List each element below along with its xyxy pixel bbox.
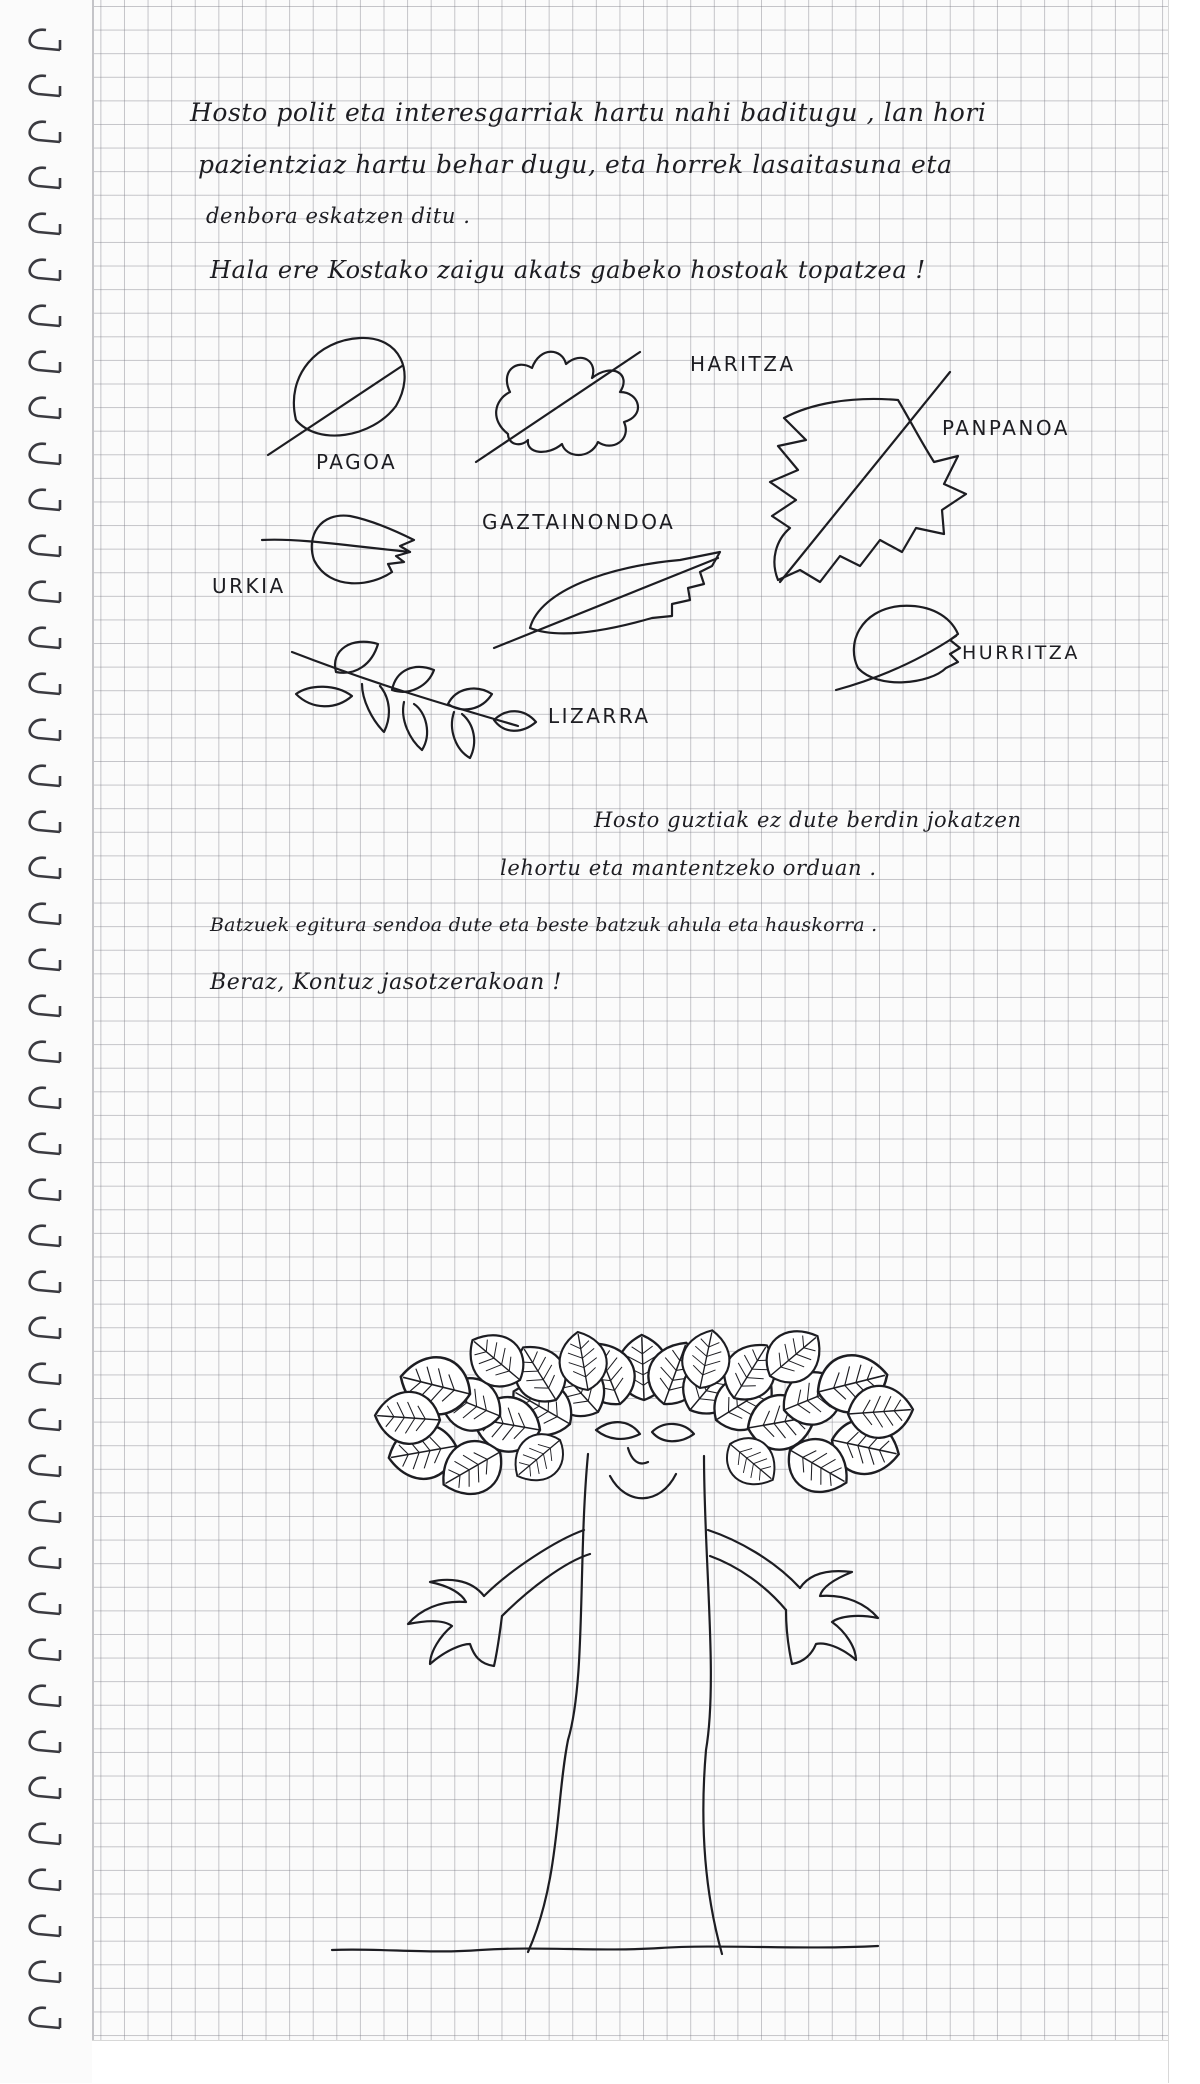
label-urkia: URKIA [212,574,286,598]
intro-line-1: Hosto polit eta interesgarriak hartu nahi baditugu , lan hori [190,98,987,127]
label-pagoa: PAGOA [316,450,398,474]
intro-line-4: Hala ere Kostako zaigu akats gabeko hostoak topatzea ! [210,256,926,284]
label-hurritza: HURRITZA [962,642,1080,664]
spiral-binding-ring-icon [30,30,60,2028]
gaztainondoa-leaf-drawing [494,552,720,648]
pagoa-leaf-drawing [268,338,405,455]
note-line-3: Batzuek egitura sendoa dute eta beste batzuk ahula eta hauskorra . [210,914,878,936]
haritza-leaf-drawing [476,352,640,462]
note-line-2: lehortu eta mantentzeko orduan . [500,856,877,880]
smiling-tree-icon [330,1422,878,2083]
intro-line-2: pazientziaz hartu behar dugu, eta horrek lasaitasuna eta [198,150,953,179]
hurritza-leaf-drawing [836,606,960,690]
label-panpanoa: PANPANOA [942,416,1070,440]
panpanoa-leaf-drawing [770,372,966,582]
label-gaztainondoa: GAZTAINONDOA [482,510,676,534]
intro-line-3: denbora eskatzen ditu . [206,204,471,228]
label-haritza: HARITZA [690,352,796,376]
tree-crown [373,1317,915,1507]
lizarra-leaf-drawing [292,642,536,758]
note-line-4: Beraz, Kontuz jasotzerakoan ! [210,970,562,995]
note-line-1: Hosto guztiak ez dute berdin jokatzen [594,808,1022,832]
label-lizarra: LIZARRA [548,704,651,728]
